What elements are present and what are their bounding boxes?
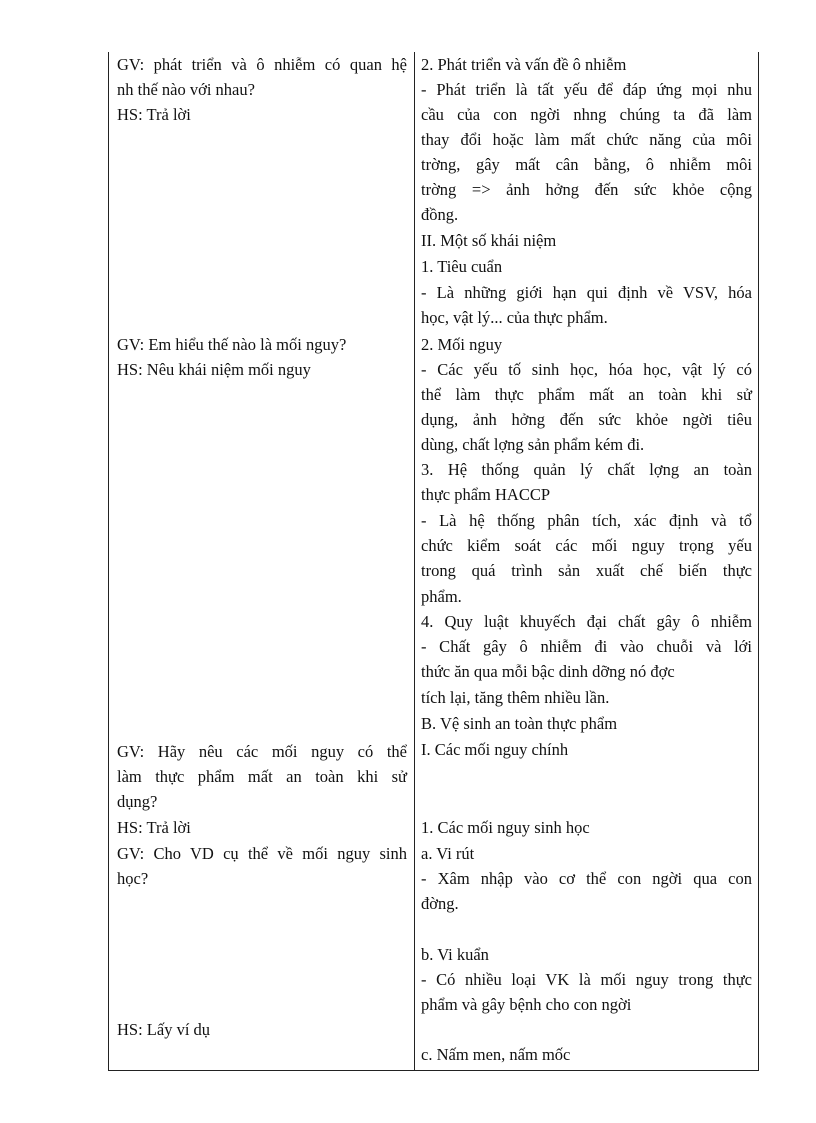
- left-column-line: GV: phát triển và ô nhiễm có quan hệ: [117, 55, 407, 74]
- right-column-line: - Có nhiều loại VK là mối nguy trong thực: [421, 970, 752, 989]
- right-column-line: 2. Mối nguy: [421, 335, 503, 354]
- left-column-line: GV: Hãy nêu các mối nguy có thể: [117, 742, 407, 761]
- table-right-border: [758, 52, 759, 1071]
- right-column-line: 4. Quy luật khuyếch đại chất gây ô nhiễm: [421, 612, 752, 631]
- right-column-line: thực phẩm HACCP: [421, 485, 551, 504]
- right-column-line: 1. Các mối nguy sinh học: [421, 818, 590, 837]
- right-column-line: a. Vi rút: [421, 844, 475, 863]
- right-column-line: trong quá trình sản xuất chế biến thực: [421, 561, 752, 580]
- table-left-border: [108, 52, 109, 1071]
- right-column-line: phẩm và gây bệnh cho con ngời: [421, 995, 632, 1014]
- right-column-line: - Các yếu tố sinh học, hóa học, vật lý có: [421, 360, 752, 379]
- right-column-line: đờng.: [421, 894, 459, 913]
- right-column-line: cầu của con ngời nhng chúng ta đã làm: [421, 105, 752, 124]
- right-column-line: chức kiểm soát các mối nguy trọng yếu: [421, 536, 752, 555]
- right-column-line: - Là những giới hạn qui định về VSV, hóa: [421, 283, 752, 302]
- right-column-line: phẩm.: [421, 587, 462, 606]
- right-column-line: b. Vi kuẩn: [421, 945, 489, 964]
- right-column-line: tích lại, tăng thêm nhiều lần.: [421, 688, 610, 707]
- right-column-line: 2. Phát triển và vấn đề ô nhiễm: [421, 55, 627, 74]
- right-column-line: trờng, gây mất cân bằng, ô nhiễm môi: [421, 155, 752, 174]
- right-column-line: thể làm thực phẩm mất an toàn khi sử: [421, 385, 752, 404]
- right-column-line: thay đổi hoặc làm mất chức năng của môi: [421, 130, 752, 149]
- right-column-line: II. Một số khái niệm: [421, 231, 557, 250]
- left-column-line: làm thực phẩm mất an toàn khi sử: [117, 767, 407, 786]
- right-column-line: 3. Hệ thống quản lý chất lợng an toàn: [421, 460, 752, 479]
- left-column-line: GV: Cho VD cụ thể về mối nguy sinh: [117, 844, 407, 863]
- right-column-line: học, vật lý... của thực phẩm.: [421, 308, 608, 327]
- right-column-line: - Xâm nhập vào cơ thể con ngời qua con: [421, 869, 752, 888]
- right-column-line: - Chất gây ô nhiễm đi vào chuỗi và lới: [421, 637, 752, 656]
- right-column-line: - Là hệ thống phân tích, xác định và tổ: [421, 511, 752, 530]
- right-column-line: dùng, chất lợng sản phẩm kém đi.: [421, 435, 645, 454]
- left-column-line: học?: [117, 869, 149, 888]
- right-column-line: I. Các mối nguy chính: [421, 740, 569, 759]
- left-column-line: HS: Nêu khái niệm mối nguy: [117, 360, 311, 379]
- left-column-line: GV: Em hiểu thế nào là mối nguy?: [117, 335, 347, 354]
- left-column-line: nh thế nào với nhau?: [117, 80, 255, 99]
- left-column-line: dụng?: [117, 792, 158, 811]
- table-bottom-border: [108, 1070, 759, 1071]
- right-column-line: đồng.: [421, 205, 459, 224]
- table-column-divider: [414, 52, 415, 1071]
- right-column-line: - Phát triển là tất yếu để đáp ứng mọi nhu: [421, 80, 752, 99]
- left-column-line: HS: Trả lời: [117, 105, 191, 124]
- right-column-line: dụng, ảnh hởng đến sức khỏe ngời tiêu: [421, 410, 752, 429]
- right-column-line: B. Vệ sinh an toàn thực phẩm: [421, 714, 618, 733]
- left-column-line: HS: Trả lời: [117, 818, 191, 837]
- right-column-line: 1. Tiêu cuẩn: [421, 257, 503, 276]
- right-column-line: trờng => ảnh hởng đến sức khỏe cộng: [421, 180, 752, 199]
- right-column-line: thức ăn qua mỗi bậc dinh dỡng nó đợc: [421, 662, 675, 681]
- right-column-line: c. Nấm men, nấm mốc: [421, 1045, 571, 1064]
- left-column-line: HS: Lấy ví dụ: [117, 1020, 211, 1039]
